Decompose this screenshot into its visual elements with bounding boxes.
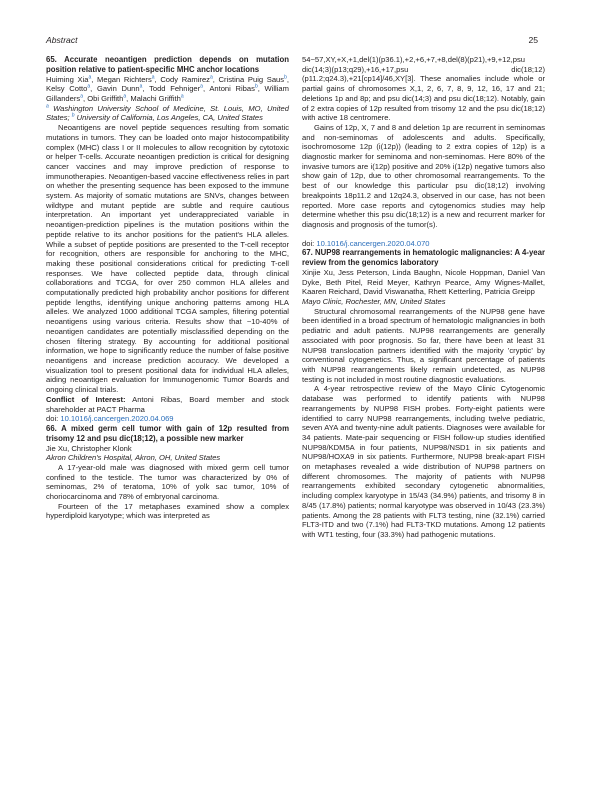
author-name: Malachi Griffith: [130, 94, 181, 103]
abstract-paragraph: Gains of 12p, X, 7 and 8 and deletion 1p are recurrent in seminomas and non-seminomas of adolescents and adults. Specifically, isochromosome 12p (i(12p)) (leading to 2 extra copies of 12p) is a diagnostic marker for seminoma and non-seminomas. Here 80% of the invasive tumors are i(12p) positive and 20% i(12p) negative tumors also show gain of 12p, due to other chromosomal rearrangements. To the best of our knowledge this particular psu dic(18;12) involving breakpoints 18p11.2 and 12q24.3, observed in our case, has not been reported. More case reports and cytogenomics studies may help determine whether this psu dic(18;12) is a new and recurrent marker for diagnosis and prognosis of the tumor(s).: [302, 122, 545, 229]
author-name: Huiming Xia: [46, 74, 89, 84]
doi-link[interactable]: 10.1016/j.cancergen.2020.04.070: [316, 238, 430, 248]
author-name: Todd Fehniger: [149, 84, 201, 94]
doi-line: [46, 414, 289, 424]
doi-label: doi:: [46, 414, 59, 424]
abstract-paragraph: Structural chromosomal rearrangements of the NUP98 gene have been identified in a broad spectrum of hematologic malignancies in both pediatric and adult patients. NUP98 rearrangements are generally associated with poor prognosis. So far, there have been at least 31 NUP98 translocation partners identified with the majority 'cryptic' by conventional cytogenetics. Thus, a significant percentage of patients with NUP98 rearrangements likely remain undetected, as NUP98 testing is not included in most routine diagnostic evaluations.: [302, 306, 545, 384]
affiliation-a: Washington University School of Medicine, St. Louis, MO, United States;: [46, 103, 289, 123]
abstract-paragraph: 54~57,XY,+X,+1,del(1)(p36.1),+2,+6,+7,+8,del(8)(p21),+9,+12,psu dic(14;3)(p13;q29),+16,+17,psu dic(18;12)(p11.2;q24.3),+21[cp14]/46,XY[3]. These anomalies include whole or partial gains of chromosomes X,1, 2, 6, 7, 8, 9, 12, 16, 17 and 21; deletions 1p and 8p; and psu dic(14;3) and psu dic(18;12). Notably, gain of 2 extra copies of 12p resulted from trisomy 12 and the psu dic(18;12) with active 18 centromere.: [302, 55, 545, 123]
author-name: Gavin Dunn: [96, 84, 140, 94]
abstract-65: [46, 55, 289, 424]
author-name: Kelsy Cotto: [46, 84, 88, 94]
author-list: Huiming Xia$^a$, Megan Richters$^a$, Cody Ramirez$^a$, Cristina Puig Saus$^b$, Kelsy Cotto$^a$, Gavin Dunn$^a$, Todd Fehniger$^a$, Antoni Ribas$^b$, William Gillanders$^a$, Obi Griffith$^a$, Malachi Griffith$^a$: [46, 74, 289, 103]
doi-line: [302, 239, 545, 249]
abstract-title: 66. A mixed germ cell tumor with gain of 12p resulted from trisomy 12 and psu dic(18;12), a possible new marker: [46, 423, 289, 443]
abstract-66: [46, 424, 289, 521]
coi-text: Antoni Ribas, Board member and stock shareholder at PACT Pharma: [46, 394, 289, 414]
abstract-title: 67. NUP98 rearrangements in hematologic malignancies: A 4-year review from the genomics laboratory: [302, 248, 545, 268]
affiliation-marker: a: [123, 93, 127, 100]
abstract-paragraph: Fourteen of the 17 metaphases examined show a complex hyperdiploid karyotype; which was interpreted as: [46, 501, 289, 521]
affiliation-marker: a: [151, 74, 155, 81]
affiliation-marker: b: [71, 112, 75, 119]
right-column: [302, 55, 545, 540]
author-list: Xinjie Xu, Jess Peterson, Linda Baughn, Nicole Hoppman, Daniel Van Dyke, Beth Pitel, Reid Meyer, Kathryn Pearce, Amy Wignes-Mallet, Kaaren Reichard, David Viswanatha, Rhett Ketterling, Patricia Greipp: [302, 267, 545, 297]
affiliation-marker: b: [284, 74, 287, 81]
author-name: Obi Griffith: [87, 94, 124, 103]
affiliation-marker: a: [87, 83, 91, 90]
author-list: Jie Xu, Christopher Klonk: [46, 443, 132, 453]
affiliation-marker: a: [200, 83, 203, 90]
affiliation-marker: a: [88, 74, 92, 81]
left-column: [46, 55, 289, 521]
affiliation-marker: a: [209, 74, 213, 81]
abstract-paragraph: A 4-year retrospective review of the Mayo Clinic Cytogenomic database was performed to identify patients with NUP98 rearrangements by NUP98 FISH probes. Forty-eight patients were identified to carry NUP98 rearrangements, including twelve pediatric, seven AYA and twenty-nine adult patients. Diagnoses were available for 34 patients. Mate-pair sequencing or FISH follow-up studies identified NUP98/KDM5A in four patients, NUP98/NSD1 in six patients and NUP98/HOXA9 in six patients. Furthermore, NUP98 break-apart FISH on metaphases revealed a wide distribution of NUP98 partners on different chromosomes. The majority of patients with NUP98 rearrangements exhibited secondary cytogenetic abnormalities, including complex karyotype in 15/43 (34.9%) patients, and trisomy 8 in 8/45 (17.8%) patients; normal karyotype was observed in 10/43 (23.3%) patients. Among the 28 patients with FLT3 testing, nine (32.1%) carried FLT3-ITD and two (7.1%) had FLT3-TKD mutations. Among 12 patients with WT1 testing, four (33.3%) had pathogenic mutations.: [302, 384, 545, 539]
affiliation-marker: b: [254, 83, 258, 90]
author-name: Megan Richters: [97, 74, 152, 84]
affiliation-marker: a: [46, 103, 49, 110]
coi-label: Conflict of Interest:: [46, 394, 126, 404]
doi-link[interactable]: 10.1016/j.cancergen.2020.04.069: [60, 414, 174, 424]
author-name: Antoni Ribas: [209, 84, 255, 94]
author-name: Cristina Puig Saus: [218, 74, 285, 84]
abstract-paragraph: A 17-year-old male was diagnosed with mixed germ cell tumor confined to the testicle. The tumor was characterized by 0% of seminomas, 2% of teratoma, 10% of yolk sac tumor, 10% of choriocarcinoma and 78% of embryonal carcinoma.: [46, 462, 289, 502]
section-label: Abstract: [46, 35, 78, 45]
abstract-title: 65. Accurate neoantigen prediction depends on mutation position relative to patient-specific MHC anchor locations: [46, 55, 289, 74]
abstract-body: Neoantigens are novel peptide sequences resulting from somatic mutations in tumors. They can be loaded onto major histocompatibility complex (MHC) class I or II molecules to allow recognition by cytotoxic or helper T-cells. Accurate neoantigen prediction is critical for designing cancer vaccines and may improve prediction of response to immunotherapies. Neoantigen-based vaccine effectiveness relies in part on whether the presenting sequence has been exposed to the immune system. As majority of somatic mutations are SNVs, changes between wildtype and mutant peptide are subtle and require cautious interpretation. An important yet underappreciated variable in neoantigen-prediction pipelines is the mutation positions within the peptide relative to its anchor positions for the patient's HLA alleles. While a subset of peptide positions are presented to the T-cell receptor for recognition, others are responsible for anchoring to the MHC, making these positional considerations critical for predicting T-cell responses. We have collected peptide data, through clinical collaborations and TCGA, for over 250 common HLA alleles and computationally predicted high probability anchor positions for different peptide lengths, identifying unique anchoring patterns among HLA alleles. We analyzed 1000 additional TCGA samples, filtering potential neoantigens using various criteria. Results show that ~10-40% of neoantigen candidates are potentially misclassified depending on the chosen filtering strategy. By accounting for additional positional information, we hope to significantly reduce the number of false positive neoantigens and increase prediction accuracy. We developed a visualization tool to present positional data for individual HLA alleles, aiding neoantigen evaluation for Immunogenomic Tumor Boards and ongoing clinical trials.: [46, 123, 289, 395]
author-name: William Gillanders: [46, 84, 289, 103]
author-name: Cody Ramirez: [160, 74, 210, 84]
affiliations: [46, 104, 289, 123]
abstract-67: [302, 248, 545, 539]
page-number: 25: [528, 35, 538, 45]
doi-label: doi:: [302, 238, 315, 248]
affiliation-marker: a: [139, 83, 143, 90]
affiliation: Mayo Clinic, Rochester, MN, United States: [302, 297, 446, 307]
affiliation-marker: a: [80, 93, 83, 100]
affiliation-marker: a: [180, 93, 184, 100]
affiliation: Akron Children's Hospital, Akron, OH, United States: [46, 453, 221, 463]
running-header: [46, 35, 538, 47]
conflict-of-interest: [46, 395, 289, 414]
affiliation-b: University of California, Los Angeles, CA, United States: [76, 113, 263, 123]
